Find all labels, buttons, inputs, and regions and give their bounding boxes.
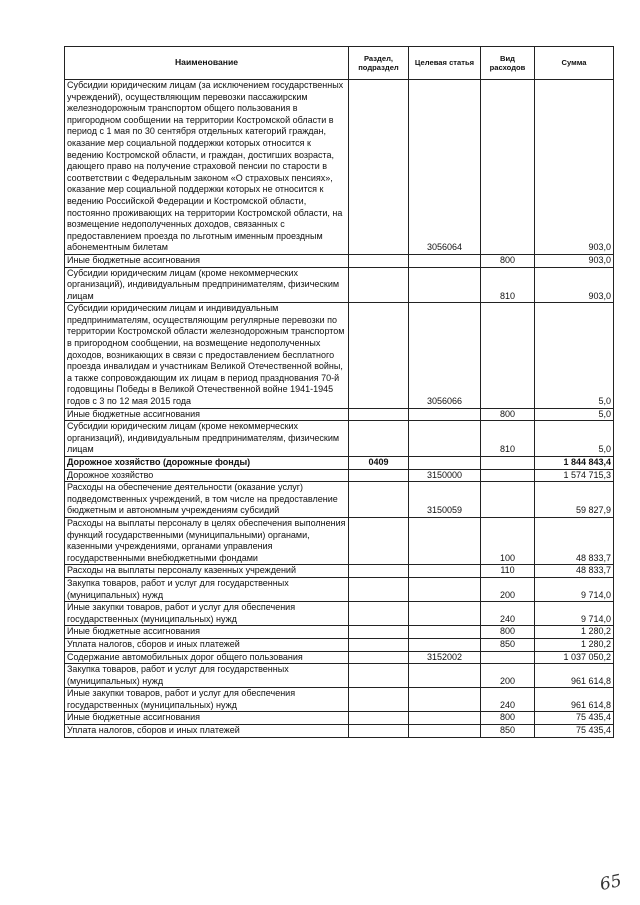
cell-sum: 48 833,7 [535, 517, 614, 564]
cell-section [349, 482, 409, 518]
table-row [65, 517, 614, 564]
cell-section [349, 638, 409, 651]
table-row [65, 267, 614, 303]
cell-type: 800 [481, 254, 535, 267]
header-type: Вид расходов [481, 47, 535, 80]
cell-section [349, 254, 409, 267]
table-body [65, 80, 614, 738]
cell-section [349, 602, 409, 626]
table-row [65, 482, 614, 518]
cell-name: Дорожное хозяйство (дорожные фонды) [65, 457, 349, 470]
cell-article [409, 712, 481, 725]
table-row [65, 712, 614, 725]
table-row [65, 664, 614, 688]
cell-name: Иные закупки товаров, работ и услуг для обеспечения государственных (муниципальных) нужд [65, 602, 349, 626]
table-row [65, 565, 614, 578]
table-row [65, 421, 614, 457]
cell-section [349, 577, 409, 601]
cell-article [409, 725, 481, 738]
cell-article [409, 626, 481, 639]
cell-sum: 1 280,2 [535, 626, 614, 639]
table-row [65, 469, 614, 482]
cell-name: Расходы на выплаты персоналу в целях обеспечения выполнения функций государственными (муниципальными) органами, казенными учреждениями, органами управления государственными внебюджетными фондами [65, 517, 349, 564]
cell-name: Иные бюджетные ассигнования [65, 408, 349, 421]
cell-section: 0409 [349, 457, 409, 470]
cell-type: 200 [481, 664, 535, 688]
cell-name: Субсидии юридическим лицам (кроме некоммерческих организаций), индивидуальным предпринимателям, физическим лицам [65, 421, 349, 457]
table-row [65, 80, 614, 255]
cell-name: Иные закупки товаров, работ и услуг для обеспечения государственных (муниципальных) нужд [65, 688, 349, 712]
cell-type [481, 303, 535, 408]
cell-article [409, 577, 481, 601]
table-row [65, 408, 614, 421]
cell-name: Закупка товаров, работ и услуг для государственных (муниципальных) нужд [65, 664, 349, 688]
cell-sum: 1 574 715,3 [535, 469, 614, 482]
cell-section [349, 469, 409, 482]
cell-name: Субсидии юридическим лицам (за исключением государственных учреждений), осуществляющим перевозки пассажирским железнодорожным транспортом общего пользования в пригородном сообщении на территории Костромской области в период с 1 мая по 30 сентября отдельных категорий граждан, оказание мер социальной поддержки которых относится к ведению Костромской области, и граждан, достигших возраста, дающего право на получение страховой пенсии по старости в соответствии с Федеральным законом «О страховых пенсиях», оказание мер социальной поддержки которых не относится к ведению Российской Федерации и Костромской области, постоянно проживающих на территории Костромской области, на возмещение недополученных доходов, связанных с предоставлением проезда по льготным именным проездным абонементным билетам [65, 80, 349, 255]
cell-sum: 5,0 [535, 421, 614, 457]
cell-sum: 1 280,2 [535, 638, 614, 651]
cell-article [409, 517, 481, 564]
cell-type [481, 482, 535, 518]
cell-sum: 1 844 843,4 [535, 457, 614, 470]
header-name: Наименование [65, 47, 349, 80]
cell-type: 110 [481, 565, 535, 578]
cell-name: Дорожное хозяйство [65, 469, 349, 482]
table-row [65, 303, 614, 408]
cell-name: Иные бюджетные ассигнования [65, 712, 349, 725]
table-row [65, 626, 614, 639]
cell-type: 810 [481, 421, 535, 457]
cell-name: Расходы на выплаты персоналу казенных учреждений [65, 565, 349, 578]
cell-type: 200 [481, 577, 535, 601]
cell-type: 800 [481, 408, 535, 421]
cell-article: 3150000 [409, 469, 481, 482]
cell-article: 3150059 [409, 482, 481, 518]
cell-article: 3056064 [409, 80, 481, 255]
cell-type: 850 [481, 638, 535, 651]
cell-article [409, 254, 481, 267]
cell-type: 800 [481, 712, 535, 725]
cell-type: 810 [481, 267, 535, 303]
table-row [65, 725, 614, 738]
cell-section [349, 725, 409, 738]
cell-type: 240 [481, 688, 535, 712]
table-row [65, 688, 614, 712]
cell-sum: 903,0 [535, 254, 614, 267]
cell-type [481, 651, 535, 664]
cell-sum: 903,0 [535, 80, 614, 255]
cell-type: 100 [481, 517, 535, 564]
table-header-row [65, 47, 614, 80]
cell-article [409, 565, 481, 578]
cell-type: 850 [481, 725, 535, 738]
cell-type: 240 [481, 602, 535, 626]
cell-name: Закупка товаров, работ и услуг для государственных (муниципальных) нужд [65, 577, 349, 601]
cell-sum: 75 435,4 [535, 725, 614, 738]
cell-name: Иные бюджетные ассигнования [65, 626, 349, 639]
cell-sum: 1 037 050,2 [535, 651, 614, 664]
header-sum: Сумма [535, 47, 614, 80]
cell-type [481, 457, 535, 470]
table-row [65, 254, 614, 267]
cell-article: 3056066 [409, 303, 481, 408]
table-row [65, 638, 614, 651]
cell-name: Расходы на обеспечение деятельности (оказание услуг) подведомственных учреждений, в том числе на предоставление бюджетным и автономным учреждениям субсидий [65, 482, 349, 518]
cell-sum: 5,0 [535, 303, 614, 408]
cell-article: 3152002 [409, 651, 481, 664]
table-row [65, 602, 614, 626]
cell-section [349, 565, 409, 578]
page-number: 65 [598, 870, 624, 896]
cell-section [349, 651, 409, 664]
cell-sum: 903,0 [535, 267, 614, 303]
cell-name: Иные бюджетные ассигнования [65, 254, 349, 267]
cell-section [349, 712, 409, 725]
cell-sum: 75 435,4 [535, 712, 614, 725]
cell-sum: 48 833,7 [535, 565, 614, 578]
cell-article [409, 408, 481, 421]
cell-article [409, 638, 481, 651]
cell-sum: 59 827,9 [535, 482, 614, 518]
cell-article [409, 664, 481, 688]
cell-section [349, 688, 409, 712]
cell-section [349, 303, 409, 408]
cell-type [481, 80, 535, 255]
cell-section [349, 517, 409, 564]
cell-name: Субсидии юридическим лицам (кроме некоммерческих организаций), индивидуальным предпринимателям, физическим лицам [65, 267, 349, 303]
cell-section [349, 626, 409, 639]
cell-article [409, 457, 481, 470]
cell-section [349, 267, 409, 303]
cell-article [409, 688, 481, 712]
table-row [65, 577, 614, 601]
cell-section [349, 408, 409, 421]
table-row [65, 457, 614, 470]
budget-table [64, 46, 614, 738]
cell-name: Уплата налогов, сборов и иных платежей [65, 725, 349, 738]
cell-article [409, 267, 481, 303]
cell-sum: 961 614,8 [535, 688, 614, 712]
cell-sum: 961 614,8 [535, 664, 614, 688]
cell-sum: 5,0 [535, 408, 614, 421]
cell-section [349, 421, 409, 457]
cell-sum: 9 714,0 [535, 602, 614, 626]
cell-section [349, 664, 409, 688]
cell-name: Уплата налогов, сборов и иных платежей [65, 638, 349, 651]
cell-section [349, 80, 409, 255]
cell-type [481, 469, 535, 482]
cell-name: Субсидии юридическим лицам и индивидуальным предпринимателям, осуществляющим регулярные перевозки по территории Костромской области железнодорожным транспортом в пригородном сообщении, на возмещение недополученных доходов, возникающих в связи с предоставлением бесплатного проезда инвалидам и участникам Великой Отечественной войны, а также сопровождающим их лицам в период празднования 70-й годовщины Победы в Великой Отечественной войне 1941-1945 годов с 3 по 12 мая 2015 года [65, 303, 349, 408]
cell-article [409, 602, 481, 626]
header-section: Раздел, подраздел [349, 47, 409, 80]
header-article: Целевая статья [409, 47, 481, 80]
cell-type: 800 [481, 626, 535, 639]
cell-name: Содержание автомобильных дорог общего пользования [65, 651, 349, 664]
cell-article [409, 421, 481, 457]
table-row [65, 651, 614, 664]
cell-sum: 9 714,0 [535, 577, 614, 601]
